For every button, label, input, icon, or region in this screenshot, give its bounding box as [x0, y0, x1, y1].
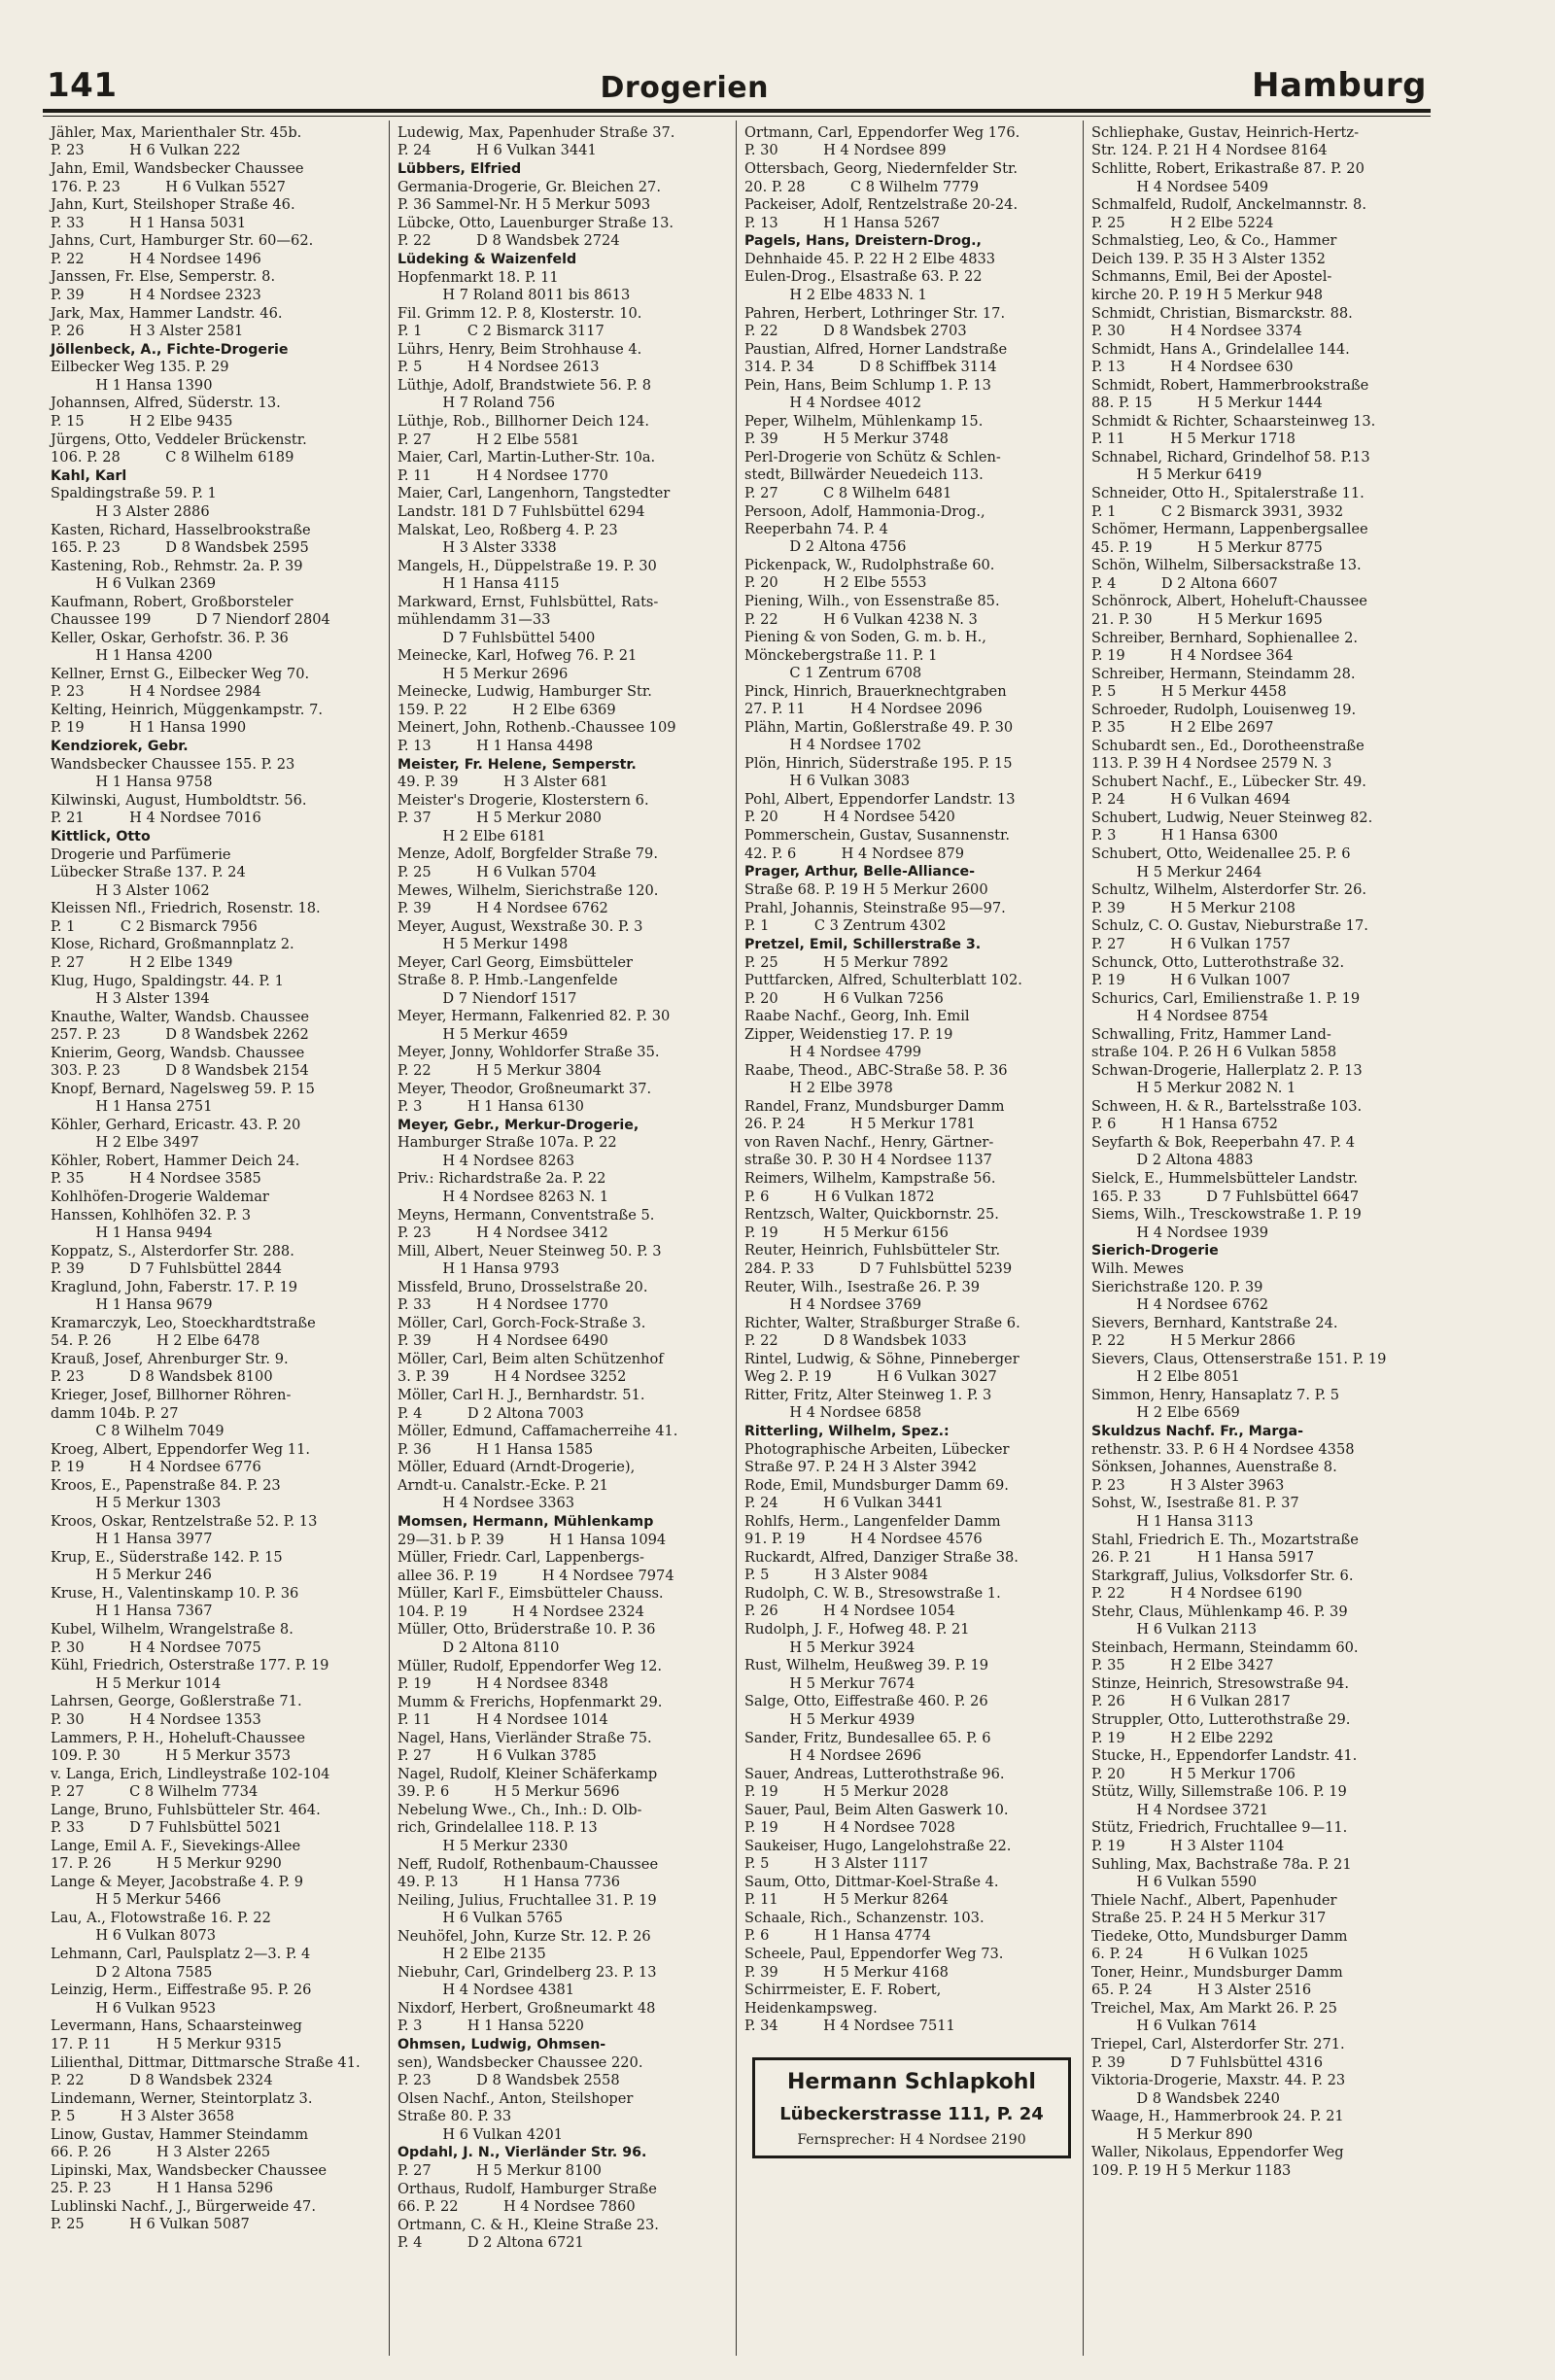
listing-entry: Kastening, Rob., Rehmstr. 2a. P. 39 H 6 Vulkan 2369 — [51, 557, 303, 593]
listing-entry: Meinecke, Ludwig, Hamburger Str. 159. P. 22 H 2 Elbe 6369 — [397, 683, 652, 718]
listing-entry: 49. P. 39 H 3 Alster 681 — [397, 774, 608, 791]
listing-entry: Lührs, Henry, Beim Strohhause 4. P. 5 H 4 Nordsee 2613 — [397, 340, 642, 376]
listing-entry: Rentzsch, Walter, Quickbornstr. 25. P. 19 H 5 Merkur 6156 — [744, 1206, 999, 1241]
listing-entry: Mangels, H., Düppelstraße 19. P. 30 H 1 Hansa 4115 — [397, 557, 657, 593]
listing-entry: Perl-Drogerie von Schütz & Schlen- stedt, Billwärder Neuedeich 113. P. 27 C 8 Wilhelm 6481 — [744, 448, 1001, 501]
listing-entry: Kasten, Richard, Hasselbrookstraße 165. P. 23 D 8 Wandsbek 2595 — [51, 521, 311, 556]
listing-entry: Ortmann, C. & H., Kleine Straße 23. P. 4 D 2 Altona 6721 — [397, 2216, 659, 2252]
listing-entry: Sander, Fritz, Bundesallee 65. P. 6 H 4 Nordsee 2696 — [744, 1729, 991, 1764]
listing-entry: Sönksen, Johannes, Auenstraße 8. P. 23 H 3 Alster 3963 — [1091, 1459, 1337, 1494]
listing-entry: Orthaus, Rudolf, Hamburger Straße 66. P. 22 H 4 Nordsee 7860 — [397, 2180, 657, 2216]
listing-entry: Straße 68. P. 19 H 5 Merkur 2600 — [744, 881, 988, 898]
listing-entry: Maier, Carl, Martin-Luther-Str. 10a. P. 11 H 4 Nordsee 1770 — [397, 449, 656, 484]
listing-entry: Siems, Wilh., Tresckowstraße 1. P. 19 H 4 Nordsee 1939 — [1091, 1206, 1362, 1241]
listing-entry: v. Langa, Erich, Lindleystraße 102-104 P. 27 C 8 Wilhelm 7734 — [51, 1765, 330, 1801]
listing-entry: Koppatz, S., Alsterdorfer Str. 288. P. 39 D 7 Fuhlsbüttel 2844 — [51, 1242, 294, 1278]
listing-entry: Pahren, Herbert, Lothringer Str. 17. P. 22 D 8 Wandsbek 2703 — [744, 304, 1006, 339]
listing-entry: Lublinski Nachf., J., Bürgerweide 47. P. 25 H 6 Vulkan 5087 — [51, 2197, 316, 2233]
listing-entry: Kroeg, Albert, Eppendorfer Weg 11. P. 19 H 4 Nordsee 6776 — [51, 1440, 310, 1476]
listing-entry: Lange, Bruno, Fuhlsbütteler Str. 464. P. 33 D 7 Fuhlsbüttel 5021 — [51, 1801, 321, 1837]
listing-entry: Kahl, Karl — [51, 467, 127, 484]
listing-entry: Schreiber, Hermann, Steindamm 28. P. 5 H 5 Merkur 4458 — [1091, 665, 1356, 701]
listing-entry: Kittlick, Otto — [51, 829, 151, 845]
listing-entry: Lammers, P. H., Hoheluft-Chaussee 109. P. 30 H 5 Merkur 3573 — [51, 1729, 305, 1764]
listing-entry: Schreiber, Bernhard, Sophienallee 2. P. 19 H 4 Nordsee 364 — [1091, 629, 1359, 664]
listing-entry: Kelting, Heinrich, Müggenkampstr. 7. P. 19 H 1 Hansa 1990 — [51, 702, 324, 737]
listing-column-2 — [390, 121, 737, 2356]
listing-entry: Pagels, Hans, Dreistern-Drog., — [744, 233, 982, 250]
listing-entry: von Raven Nachf., Henry, Gärtner- straße 30. P. 30 H 4 Nordsee 1137 — [744, 1134, 994, 1169]
listing-entry: P. 27 H 5 Merkur 8100 — [397, 2162, 602, 2180]
listing-column-4 — [1084, 121, 1431, 2356]
listing-entry: Richter, Walter, Straßburger Straße 6. P. 22 D 8 Wandsbek 1033 — [744, 1314, 1020, 1350]
listing-entry: Stinze, Heinrich, Stresowstraße 94. P. 26 H 6 Vulkan 2817 — [1091, 1675, 1349, 1710]
listing-entry: Toner, Heinr., Mundsburger Damm 65. P. 24 H 3 Alster 2516 — [1091, 1963, 1343, 1999]
listing-entry: Lübcke, Otto, Lauenburger Straße 13. P. 22 D 8 Wandsbek 2724 — [397, 214, 674, 250]
listing-entry: Schmidt, Christian, Bismarckstr. 88. P. 30 H 4 Nordsee 3374 — [1091, 304, 1353, 339]
listing-entry: Treichel, Max, Am Markt 26. P. 25 H 6 Vulkan 7614 — [1091, 1999, 1337, 2035]
listing-entry: Puttfarcken, Alfred, Schulterblatt 102. P. 20 H 6 Vulkan 7256 — [744, 972, 1022, 1007]
listing-entry: Ohmsen, Ludwig, Ohmsen- — [397, 2037, 606, 2053]
listing-entry: Prager, Arthur, Belle-Alliance- — [744, 864, 976, 880]
listing-entry: Rohlfs, Herm., Langenfelder Damm 91. P. 19 H 4 Nordsee 4576 — [744, 1512, 1001, 1548]
listing-entry: Meyer, Jonny, Wohldorfer Straße 35. P. 22 H 5 Merkur 3804 — [397, 1044, 660, 1079]
listing-entry: Raabe, Theod., ABC-Straße 58. P. 36 H 2 Elbe 3978 — [744, 1061, 1008, 1097]
listing-entry: Klose, Richard, Großmannplatz 2. P. 27 H 2 Elbe 1349 — [51, 936, 294, 971]
listing-entry: Müller, Karl F., Eimsbütteler Chauss. 104. P. 19 H 4 Nordsee 2324 — [397, 1585, 664, 1620]
listing-entry: Schubardt sen., Ed., Dorotheenstraße 113. P. 39 H 4 Nordsee 2579 N. 3 — [1091, 737, 1365, 773]
listing-entry: Möller, Carl H. J., Bernhardstr. 51. P. 4 D 2 Altona 7003 — [397, 1387, 645, 1422]
listing-entry: Pretzel, Emil, Schillerstraße 3. — [744, 936, 982, 952]
listing-entry: Waller, Nikolaus, Eppendorfer Weg 109. P. 19 H 5 Merkur 1183 — [1091, 2144, 1344, 2179]
listing-entry: Meinecke, Karl, Hofweg 76. P. 21 H 5 Merkur 2696 — [397, 647, 638, 682]
listing-entry: Schönrock, Albert, Hoheluft-Chaussee 21. P. 30 H 5 Merkur 1695 — [1091, 593, 1367, 628]
listing-entry: Momsen, Hermann, Mühlenkamp — [397, 1513, 654, 1530]
listing-entry: Pohl, Albert, Eppendorfer Landstr. 13 P. 20 H 4 Nordsee 5420 — [744, 791, 1016, 826]
listing-entry: Nagel, Rudolf, Kleiner Schäferkamp 39. P. 6 H 5 Merkur 5696 — [397, 1765, 658, 1801]
listing-entry: Jähler, Max, Marienthaler Str. 45b. P. 23 H 6 Vulkan 222 — [51, 124, 302, 159]
listing-entry: Müller, Rudolf, Eppendorfer Weg 12. P. 19 H 4 Nordsee 8348 — [397, 1657, 663, 1692]
listing-entry: Kroos, Oskar, Rentzelstraße 52. P. 13 H 1 Hansa 3977 — [51, 1512, 318, 1548]
listing-entry: Meinert, John, Rothenb.-Chaussee 109 P. 13 H 1 Hansa 4498 — [397, 719, 676, 754]
listing-entry: Köhler, Robert, Hammer Deich 24. P. 35 H 4 Nordsee 3585 — [51, 1153, 300, 1188]
listing-entry: Jöllenbeck, A., Fichte-Drogerie — [51, 341, 289, 358]
listing-entry: Rode, Emil, Mundsburger Damm 69. P. 24 H 6 Vulkan 3441 — [744, 1476, 1009, 1512]
listing-entry: Ludewig, Max, Papenhuder Straße 37. P. 24 H 6 Vulkan 3441 — [397, 124, 675, 159]
listing-entry: Thiele Nachf., Albert, Papenhuder Straße 25. P. 24 H 5 Merkur 317 — [1091, 1891, 1337, 1927]
listing-entry: Müller, Friedr. Carl, Lappenbergs- allee 36. P. 19 H 4 Nordsee 7974 — [397, 1549, 674, 1584]
listing-entry: Hamburger Straße 107a. P. 22 H 4 Nordsee 8263 — [397, 1134, 617, 1169]
listing-entry: Opdahl, J. N., Vierländer Str. 96. — [397, 2145, 647, 2161]
listing-entry: Sierich-Drogerie — [1091, 1243, 1219, 1259]
listing-entry: Kraglund, John, Faberstr. 17. P. 19 H 1 Hansa 9679 — [51, 1278, 298, 1314]
listing-entry: Krieger, Josef, Billhorner Röhren- damm 104b. P. 27 C 8 Wilhelm 7049 — [51, 1387, 292, 1439]
advertisement-name: Hermann Schlapkohl — [787, 2069, 1036, 2094]
listing-entry: Meyns, Hermann, Conventstraße 5. P. 23 H 4 Nordsee 3412 — [397, 1206, 655, 1241]
listing-entry: Sievers, Bernhard, Kantstraße 24. P. 22 H 5 Merkur 2866 — [1091, 1314, 1338, 1350]
listing-entry: Klug, Hugo, Spaldingstr. 44. P. 1 H 3 Alster 1394 — [51, 972, 284, 1007]
listing-columns — [43, 121, 1431, 2356]
listing-entry: Levermann, Hans, Schaarsteinweg 17. P. 11 H 5 Merkur 9315 — [51, 2018, 302, 2052]
listing-entry: Schneider, Otto H., Spitalerstraße 11. P. 1 C 2 Bismarck 3931, 3932 — [1091, 485, 1365, 520]
listing-entry: Paustian, Alfred, Horner Landstraße 314. P. 34 D 8 Schiffbek 3114 — [744, 340, 1008, 376]
listing-entry: Kleissen Nfl., Friedrich, Rosenstr. 18. P. 1 C 2 Bismarck 7956 — [51, 900, 321, 935]
listing-entry: Pommerschein, Gustav, Susannenstr. 42. P. 6 H 4 Nordsee 879 — [744, 827, 1011, 862]
listing-entry: Simmon, Henry, Hansaplatz 7. P. 5 H 2 Elbe 6569 — [1091, 1386, 1340, 1422]
listing-entry: Krauß, Josef, Ahrenburger Str. 9. P. 23 D 8 Wandsbek 8100 — [51, 1351, 289, 1386]
listing-entry: Mumm & Frerichs, Hopfenmarkt 29. P. 11 H 4 Nordsee 1014 — [397, 1693, 663, 1729]
listing-entry: Rudolph, J. F., Hofweg 48. P. 21 H 5 Merkur 3924 — [744, 1621, 970, 1656]
listing-entry: Reimers, Wilhelm, Kampstraße 56. P. 6 H 6 Vulkan 1872 — [744, 1170, 996, 1205]
listing-entry: Kaufmann, Robert, Großborsteler Chaussee 199 D 7 Niendorf 2804 — [51, 593, 330, 629]
advertisement-address: Lübeckerstrasse 111, P. 24 — [779, 2103, 1044, 2124]
listing-entry: Dehnhaide 45. P. 22 H 2 Elbe 4833 Eulen-Drog., Elsastraße 63. P. 22 H 2 Elbe 4833 N. 1 — [744, 251, 996, 303]
advertisement-box — [752, 2057, 1071, 2158]
listing-entry: Plön, Hinrich, Süderstraße 195. P. 15 H 6 Vulkan 3083 — [744, 754, 1013, 790]
listing-entry: Knierim, Georg, Wandsb. Chaussee 303. P. 23 D 8 Wandsbek 2154 — [51, 1044, 309, 1080]
listing-entry: Peper, Wilhelm, Mühlenkamp 15. P. 39 H 5 Merkur 3748 — [744, 412, 984, 448]
listing-entry: Salge, Otto, Eiffestraße 460. P. 26 H 5 Merkur 4939 — [744, 1693, 988, 1728]
listing-entry: Schween, H. & R., Bartelsstraße 103. P. 6 H 1 Hansa 6752 — [1091, 1097, 1363, 1133]
listing-entry: Neuhöfel, John, Kurze Str. 12. P. 26 H 2 Elbe 2135 — [397, 1927, 651, 1963]
listing-entry: Kohlhöfen-Drogerie Waldemar Hanssen, Kohlhöfen 32. P. 3 H 1 Hansa 9494 — [51, 1189, 269, 1241]
listing-entry: Spaldingstraße 59. P. 1 H 3 Alster 2886 — [51, 485, 217, 520]
listing-entry: Persoon, Adolf, Hammonia-Drog., Reeperbahn 74. P. 4 D 2 Altona 4756 — [744, 502, 985, 556]
listing-entry: Köhler, Gerhard, Ericastr. 43. P. 20 H 2 Elbe 3497 — [51, 1116, 301, 1152]
listing-entry: Lindemann, Werner, Steintorplatz 3. P. 5 H 3 Alster 3658 — [51, 2089, 313, 2125]
listing-entry: Photographische Arbeiten, Lübecker Straße 97. P. 24 H 3 Alster 3942 — [744, 1440, 1010, 1476]
listing-entry: Plähn, Martin, Goßlerstraße 49. P. 30 H 4 Nordsee 1702 — [744, 718, 1014, 754]
listing-entry: Schirrmeister, E. F. Robert, Heidenkampsweg. P. 34 H 4 Nordsee 7511 — [744, 1982, 955, 2035]
listing-entry: Lange, Emil A. F., Sievekings-Allee 17. P. 26 H 5 Merkur 9290 — [51, 1837, 301, 1873]
listing-entry: Möller, Eduard (Arndt-Drogerie), Arndt-u. Canalstr.-Ecke. P. 21 H 4 Nordsee 3363 — [397, 1459, 636, 1512]
listing-entry: Schmalstieg, Leo, & Co., Hammer Deich 139. P. 35 H 3 Alster 1352 — [1091, 232, 1337, 267]
listing-column-1 — [43, 121, 390, 2356]
listing-entry: Kroos, E., Papenstraße 84. P. 23 H 5 Merkur 1303 — [51, 1476, 281, 1512]
listing-entry: Lilienthal, Dittmar, Dittmarsche Straße 41. P. 22 D 8 Wandsbek 2324 — [51, 2053, 361, 2088]
listing-entry: Markward, Ernst, Fuhlsbüttel, Rats- mühlendamm 31—33 D 7 Fuhlsbüttel 5400 — [397, 593, 659, 646]
listing-entry: Kellner, Ernst G., Eilbecker Weg 70. P. 23 H 4 Nordsee 2984 — [51, 665, 310, 701]
listing-entry: Reuter, Heinrich, Fuhlsbütteler Str. 284. P. 33 D 7 Fuhlsbüttel 5239 — [744, 1242, 1013, 1277]
listing-column-3-entries — [744, 124, 1075, 2036]
listing-entry: Lahrsen, George, Goßlerstraße 71. P. 30 H 4 Nordsee 1353 — [51, 1693, 302, 1728]
listing-entry: Knopf, Bernard, Nagelsweg 59. P. 15 H 1 Hansa 2751 — [51, 1080, 315, 1116]
listing-entry: 29—31. b P. 39 H 1 Hansa 1094 — [397, 1531, 667, 1548]
listing-entry: Krup, E., Süderstraße 142. P. 15 H 5 Merkur 246 — [51, 1548, 283, 1584]
listing-entry: rethenstr. 33. P. 6 H 4 Nordsee 4358 — [1091, 1440, 1355, 1458]
listing-entry: Ritter, Fritz, Alter Steinweg 1. P. 3 H 4 Nordsee 6858 — [744, 1386, 992, 1422]
listing-entry: Priv.: Richardstraße 2a. P. 22 H 4 Nordsee 8263 N. 1 — [397, 1170, 609, 1205]
listing-entry: Leinzig, Herm., Eiffestraße 95. P. 26 H 6 Vulkan 9523 — [51, 1982, 312, 2017]
listing-entry: Steinbach, Hermann, Steindamm 60. P. 35 H 2 Elbe 3427 — [1091, 1638, 1359, 1674]
listing-entry: Jahn, Emil, Wandsbecker Chaussee 176. P. 23 H 6 Vulkan 5527 — [51, 160, 304, 195]
listing-entry: Rust, Wilhelm, Heußweg 39. P. 19 H 5 Merkur 7674 — [744, 1657, 989, 1692]
header-rule-thin — [43, 116, 1431, 117]
listing-entry: Malskat, Leo, Roßberg 4. P. 23 H 3 Alster 3338 — [397, 521, 618, 556]
listing-entry: Reuter, Wilh., Isestraße 26. P. 39 H 4 Nordsee 3769 — [744, 1278, 981, 1313]
listing-entry: Schultz, Wilhelm, Alsterdorfer Str. 26. P. 39 H 5 Merkur 2108 — [1091, 881, 1367, 916]
listing-entry: Lehmann, Carl, Paulsplatz 2—3. P. 4 D 2 Altona 7585 — [51, 1946, 311, 1981]
listing-entry: Nebelung Wwe., Ch., Inh.: D. Olb- rich, Grindelallee 118. P. 13 H 5 Merkur 2330 — [397, 1802, 642, 1854]
listing-entry: Stütz, Friedrich, Fruchtallee 9—11. P. 19 H 3 Alster 1104 — [1091, 1819, 1348, 1854]
listing-entry: Schmidt, Hans A., Grindelallee 144. P. 13 H 4 Nordsee 630 — [1091, 340, 1350, 376]
listing-entry: Schubert Nachf., E., Lübecker Str. 49. P. 24 H 6 Vulkan 4694 — [1091, 773, 1366, 809]
listing-entry: Mill, Albert, Neuer Steinweg 50. P. 3 H 1 Hansa 9793 — [397, 1242, 662, 1278]
listing-entry: Möller, Carl, Gorch-Fock-Straße 3. P. 39 H 4 Nordsee 6490 — [397, 1314, 646, 1350]
listing-entry: Germania-Drogerie, Gr. Bleichen 27. P. 36 Sammel-Nr. H 5 Merkur 5093 — [397, 178, 661, 214]
listing-entry: Jürgens, Otto, Veddeler Brückenstr. 106. P. 28 C 8 Wilhelm 6189 — [51, 431, 307, 466]
listing-entry: Neff, Rudolf, Rothenbaum-Chaussee 49. P. 13 H 1 Hansa 7736 — [397, 1855, 659, 1890]
listing-entry: Olsen Nachf., Anton, Steilshoper Straße 80. P. 33 H 6 Vulkan 4201 — [397, 2089, 634, 2143]
listing-entry: Hopfenmarkt 18. P. 11 H 7 Roland 8011 bis 8613 — [397, 268, 631, 304]
listing-entry: Ritterling, Wilhelm, Spez.: — [744, 1423, 950, 1439]
listing-entry: Wilh. Mewes Sierichstraße 120. P. 39 H 4 Nordsee 6762 — [1091, 1260, 1269, 1313]
listing-entry: Johannsen, Alfred, Süderstr. 13. P. 15 H 2 Elbe 9435 — [51, 395, 281, 430]
advertisement-phone: Fernsprecher: H 4 Nordsee 2190 — [797, 2131, 1026, 2148]
listing-entry: Sauer, Paul, Beim Alten Gaswerk 10. P. 19 H 4 Nordsee 7028 — [744, 1801, 1009, 1837]
listing-entry: Tiedeke, Otto, Mundsburger Damm 6. P. 24 H 6 Vulkan 1025 — [1091, 1927, 1348, 1963]
listing-entry: Scheele, Paul, Eppendorfer Weg 73. P. 39 H 5 Merkur 4168 — [744, 1946, 1004, 1981]
listing-entry: Möller, Edmund, Caffamacherreihe 41. P. 36 H 1 Hansa 1585 — [397, 1423, 678, 1458]
listing-entry: Sielck, E., Hummelsbütteler Landstr. 165. P. 33 D 7 Fuhlsbüttel 6647 — [1091, 1170, 1360, 1205]
listing-entry: Lübbers, Elfried — [397, 161, 522, 178]
listing-entry: Lau, A., Flotowstraße 16. P. 22 H 6 Vulkan 8073 — [51, 1910, 271, 1945]
listing-entry: Skuldzus Nachf. Fr., Marga- — [1091, 1423, 1303, 1439]
listing-entry: Keller, Oskar, Gerhofstr. 36. P. 36 H 1 Hansa 4200 — [51, 629, 289, 665]
listing-entry: Kruse, H., Valentinskamp 10. P. 36 H 1 Hansa 7367 — [51, 1585, 299, 1620]
listing-entry: Waage, H., Hammerbrook 24. P. 21 H 5 Merkur 890 — [1091, 2108, 1344, 2143]
listing-entry: Schmalfeld, Rudolf, Anckelmannstr. 8. P. 25 H 2 Elbe 5224 — [1091, 196, 1366, 231]
listing-entry: Randel, Franz, Mundsburger Damm 26. P. 24 H 5 Merkur 1781 — [744, 1097, 1005, 1133]
listing-entry: Jark, Max, Hammer Landstr. 46. P. 26 H 3 Alster 2581 — [51, 304, 283, 339]
listing-entry: Neiling, Julius, Fruchtallee 31. P. 19 H 6 Vulkan 5765 — [397, 1891, 657, 1927]
listing-entry: Wandsbecker Chaussee 155. P. 23 H 1 Hansa 9758 — [51, 755, 295, 791]
listing-entry: Piening & von Soden, G. m. b. H., Mönckebergstraße 11. P. 1 C 1 Zentrum 6708 — [744, 629, 986, 682]
listing-entry: Schön, Wilhelm, Silbersackstraße 13. P. 4 D 2 Altona 6607 — [1091, 557, 1362, 592]
listing-entry: Prahl, Johannis, Steinstraße 95—97. P. 1 C 3 Zentrum 4302 — [744, 899, 1006, 935]
listing-entry: Nixdorf, Herbert, Großneumarkt 48 P. 3 H 1 Hansa 5220 — [397, 1999, 656, 2035]
listing-entry: Menze, Adolf, Borgfelder Straße 79. P. 25 H 6 Vulkan 5704 — [397, 845, 658, 880]
listing-entry: Drogerie und Parfümerie Lübecker Straße 137. P. 24 H 3 Alster 1062 — [51, 845, 246, 899]
listing-entry: Struppler, Otto, Lutterothstraße 29. P. 19 H 2 Elbe 2292 — [1091, 1711, 1351, 1746]
listing-entry: Stahl, Friedrich E. Th., Mozartstraße 26. P. 21 H 1 Hansa 5917 — [1091, 1531, 1359, 1566]
section-title: Drogerien — [600, 71, 769, 105]
listing-entry: Stucke, H., Eppendorfer Landstr. 41. P. 20 H 5 Merkur 1706 — [1091, 1747, 1358, 1782]
listing-entry: Saukeiser, Hugo, Langelohstraße 22. P. 5 H 3 Alster 1117 — [744, 1837, 1012, 1873]
listing-column-3 — [737, 121, 1084, 2356]
listing-entry: Packeiser, Adolf, Rentzelstraße 20-24. P. 13 H 1 Hansa 5267 — [744, 196, 1019, 231]
listing-entry: Schulz, C. O. Gustav, Nieburstraße 17. P. 27 H 6 Vulkan 1757 — [1091, 917, 1368, 952]
listing-entry: Meyer, Hermann, Falkenried 82. P. 30 H 5 Merkur 4659 — [397, 1008, 671, 1043]
listing-entry: Schaale, Rich., Schanzenstr. 103. P. 6 H 1 Hansa 4774 — [744, 1910, 985, 1945]
listing-entry: Kilwinski, August, Humboldtstr. 56. P. 21 H 4 Nordsee 7016 — [51, 791, 307, 827]
listing-entry: Rudolph, C. W. B., Stresowstraße 1. P. 26 H 4 Nordsee 1054 — [744, 1585, 1001, 1620]
listing-entry: Schwalling, Fritz, Hammer Land- straße 104. P. 26 H 6 Vulkan 5858 — [1091, 1025, 1337, 1061]
listing-entry: Ruckardt, Alfred, Danziger Straße 38. P. 5 H 3 Alster 9084 — [744, 1548, 1019, 1584]
listing-entry: Pein, Hans, Beim Schlump 1. P. 13 H 4 Nordsee 4012 — [744, 376, 991, 412]
listing-entry: Schurics, Carl, Emilienstraße 1. P. 19 H 4 Nordsee 8754 — [1091, 989, 1361, 1025]
listing-entry: Missfeld, Bruno, Drosselstraße 20. P. 33 H 4 Nordsee 1770 — [397, 1278, 648, 1314]
listing-entry: Triepel, Carl, Alsterdorfer Str. 271. P. 39 D 7 Fuhlsbüttel 4316 — [1091, 2036, 1345, 2071]
listing-entry: Lipinski, Max, Wandsbecker Chaussee 25. P. 23 H 1 Hansa 5296 — [51, 2161, 328, 2197]
listing-entry: Knauthe, Walter, Wandsb. Chaussee 257. P. 23 D 8 Wandsbek 2262 — [51, 1008, 310, 1044]
listing-entry: Meyer, Gebr., Merkur-Drogerie, — [397, 1117, 639, 1133]
listing-entry: Meister, Fr. Helene, Semperstr. — [397, 756, 637, 773]
listing-entry: Schliephake, Gustav, Heinrich-Hertz- Str. 124. P. 21 H 4 Nordsee 8164 — [1091, 124, 1360, 159]
listing-entry: Schwan-Drogerie, Hallerplatz 2. P. 13 H 5 Merkur 2082 N. 1 — [1091, 1061, 1363, 1097]
listing-entry: Janssen, Fr. Else, Semperstr. 8. P. 39 H 4 Nordsee 2323 — [51, 268, 276, 303]
listing-entry: Schlitte, Robert, Erikastraße 87. P. 20 H 4 Nordsee 5409 — [1091, 160, 1365, 195]
page-header — [47, 62, 1427, 105]
listing-entry: Starkgraff, Julius, Volksdorfer Str. 6. P. 22 H 4 Nordsee 6190 — [1091, 1567, 1354, 1603]
listing-entry: Niebuhr, Carl, Grindelberg 23. P. 13 H 4 Nordsee 4381 — [397, 1963, 657, 1999]
page-number: 141 — [47, 66, 118, 105]
listing-entry: Lüthje, Rob., Billhorner Deich 124. P. 27 H 2 Elbe 5581 — [397, 413, 650, 448]
listing-entry: Pinck, Hinrich, Brauerknechtgraben 27. P. 11 H 4 Nordsee 2096 — [744, 682, 1007, 718]
listing-entry: Ortmann, Carl, Eppendorfer Weg 176. P. 30 H 4 Nordsee 899 — [744, 124, 1020, 159]
listing-entry: Meyer, Theodor, Großneumarkt 37. P. 3 H 1 Hansa 6130 — [397, 1080, 652, 1115]
listing-entry: Seyfarth & Bok, Reeperbahn 47. P. 4 D 2 Altona 4883 — [1091, 1134, 1356, 1169]
listing-entry: Kramarczyk, Leo, Stoeckhardtstraße 54. P. 26 H 2 Elbe 6478 — [51, 1314, 316, 1350]
listing-entry: Linow, Gustav, Hammer Steindamm 66. P. 26 H 3 Alster 2265 — [51, 2125, 309, 2161]
listing-entry: Raabe Nachf., Georg, Inh. Emil Zipper, Weidenstieg 17. P. 19 H 4 Nordsee 4799 — [744, 1008, 970, 1061]
listing-entry: Mewes, Wilhelm, Sierichstraße 120. P. 39 H 4 Nordsee 6762 — [397, 881, 659, 916]
listing-entry: Möller, Carl, Beim alten Schützenhof 3. P. 39 H 4 Nordsee 3252 — [397, 1351, 664, 1386]
listing-entry: Kühl, Friedrich, Osterstraße 177. P. 19 H 5 Merkur 1014 — [51, 1657, 329, 1692]
listing-entry: P. 25 H 5 Merkur 7892 — [744, 953, 949, 971]
listing-entry: Lüthje, Adolf, Brandstwiete 56. P. 8 H 7 Roland 756 — [397, 377, 651, 412]
listing-entry: Schunck, Otto, Lutterothstraße 32. P. 19 H 6 Vulkan 1007 — [1091, 953, 1345, 988]
listing-entry: Müller, Otto, Brüderstraße 10. P. 36 D 2 Altona 8110 — [397, 1621, 656, 1656]
listing-entry: Viktoria-Drogerie, Maxstr. 44. P. 23 D 8 Wandsbek 2240 — [1091, 2072, 1346, 2107]
listing-entry: Stehr, Claus, Mühlenkamp 46. P. 39 H 6 Vulkan 2113 — [1091, 1603, 1348, 1638]
city-title: Hamburg — [1252, 66, 1427, 105]
listing-entry: Schubert, Ludwig, Neuer Steinweg 82. P. 3 H 1 Hansa 6300 — [1091, 810, 1373, 845]
listing-entry: Fil. Grimm 12. P. 8, Klosterstr. 10. P. 1 C 2 Bismarck 3117 — [397, 304, 642, 340]
listing-entry: sen), Wandsbecker Chaussee 220. P. 23 D 8 Wandsbek 2558 — [397, 2053, 643, 2089]
listing-entry: Schmanns, Emil, Bei der Apostel- kirche 20. P. 19 H 5 Merkur 948 — [1091, 268, 1332, 303]
listing-entry: Meyer, Carl Georg, Eimsbütteler Straße 8. P. Hmb.-Langenfelde D 7 Niendorf 1517 — [397, 953, 633, 1007]
listing-entry: Lüdeking & Waizenfeld — [397, 252, 577, 268]
listing-entry: Sievers, Claus, Ottenserstraße 151. P. 19 H 2 Elbe 8051 — [1091, 1350, 1387, 1386]
listing-entry: Eilbecker Weg 135. P. 29 H 1 Hansa 1390 — [51, 359, 229, 394]
listing-entry: Jahn, Kurt, Steilshoper Straße 46. P. 33 H 1 Hansa 5031 — [51, 196, 295, 231]
listing-entry: Maier, Carl, Langenhorn, Tangstedter Landstr. 181 D 7 Fuhlsbüttel 6294 — [397, 485, 671, 520]
listing-entry: Stütz, Willy, Sillemstraße 106. P. 19 H 4 Nordsee 3721 — [1091, 1783, 1347, 1818]
listing-entry: Rintel, Ludwig, & Söhne, Pinneberger Weg 2. P. 19 H 6 Vulkan 3027 — [744, 1350, 1019, 1386]
listing-entry: Piening, Wilh., von Essenstraße 85. P. 22 H 6 Vulkan 4238 N. 3 — [744, 593, 1000, 628]
listing-entry: Suhling, Max, Bachstraße 78a. P. 21 H 6 Vulkan 5590 — [1091, 1855, 1352, 1890]
listing-entry: Sohst, W., Isestraße 81. P. 37 H 1 Hansa 3113 — [1091, 1495, 1299, 1530]
listing-entry: Schubert, Otto, Weidenallee 25. P. 6 H 5 Merkur 2464 — [1091, 845, 1351, 880]
listing-entry: Schnabel, Richard, Grindelhof 58. P.13 H 5 Merkur 6419 — [1091, 448, 1370, 484]
listing-entry: Meyer, August, Wexstraße 30. P. 3 H 5 Merkur 1498 — [397, 917, 643, 953]
listing-entry: Schmidt, Robert, Hammerbrookstraße 88. P. 15 H 5 Merkur 1444 — [1091, 376, 1369, 412]
listing-entry: Schmidt & Richter, Schaarsteinweg 13. P. 11 H 5 Merkur 1718 — [1091, 412, 1376, 448]
listing-entry: Meister's Drogerie, Klosterstern 6. P. 37 H 5 Merkur 2080 H 2 Elbe 6181 — [397, 791, 649, 845]
listing-entry: Kendziorek, Gebr. — [51, 739, 189, 755]
listing-entry: Schroeder, Rudolph, Louisenweg 19. P. 35 H 2 Elbe 2697 — [1091, 701, 1357, 737]
listing-entry: Nagel, Hans, Vierländer Straße 75. P. 27 H 6 Vulkan 3785 — [397, 1729, 652, 1765]
listing-entry: Jahns, Curt, Hamburger Str. 60—62. P. 22 H 4 Nordsee 1496 — [51, 232, 314, 267]
listing-entry: Sauer, Andreas, Lutterothstraße 96. P. 19 H 5 Merkur 2028 — [744, 1765, 1005, 1801]
listing-entry: Lange & Meyer, Jacobstraße 4. P. 9 H 5 Merkur 5466 — [51, 1873, 304, 1909]
listing-entry: Pickenpack, W., Rudolphstraße 60. P. 20 H 2 Elbe 5553 — [744, 557, 995, 592]
listing-entry: Schömer, Hermann, Lappenbergsallee 45. P. 19 H 5 Merkur 8775 — [1091, 521, 1368, 556]
listing-entry: Kubel, Wilhelm, Wrangelstraße 8. P. 30 H 4 Nordsee 7075 — [51, 1621, 294, 1656]
listing-entry: Saum, Otto, Dittmar-Koel-Straße 4. P. 11 H 5 Merkur 8264 — [744, 1873, 999, 1909]
listing-entry: Ottersbach, Georg, Niedernfelder Str. 20. P. 28 C 8 Wilhelm 7779 — [744, 160, 1018, 195]
header-rule-thick — [43, 109, 1431, 113]
